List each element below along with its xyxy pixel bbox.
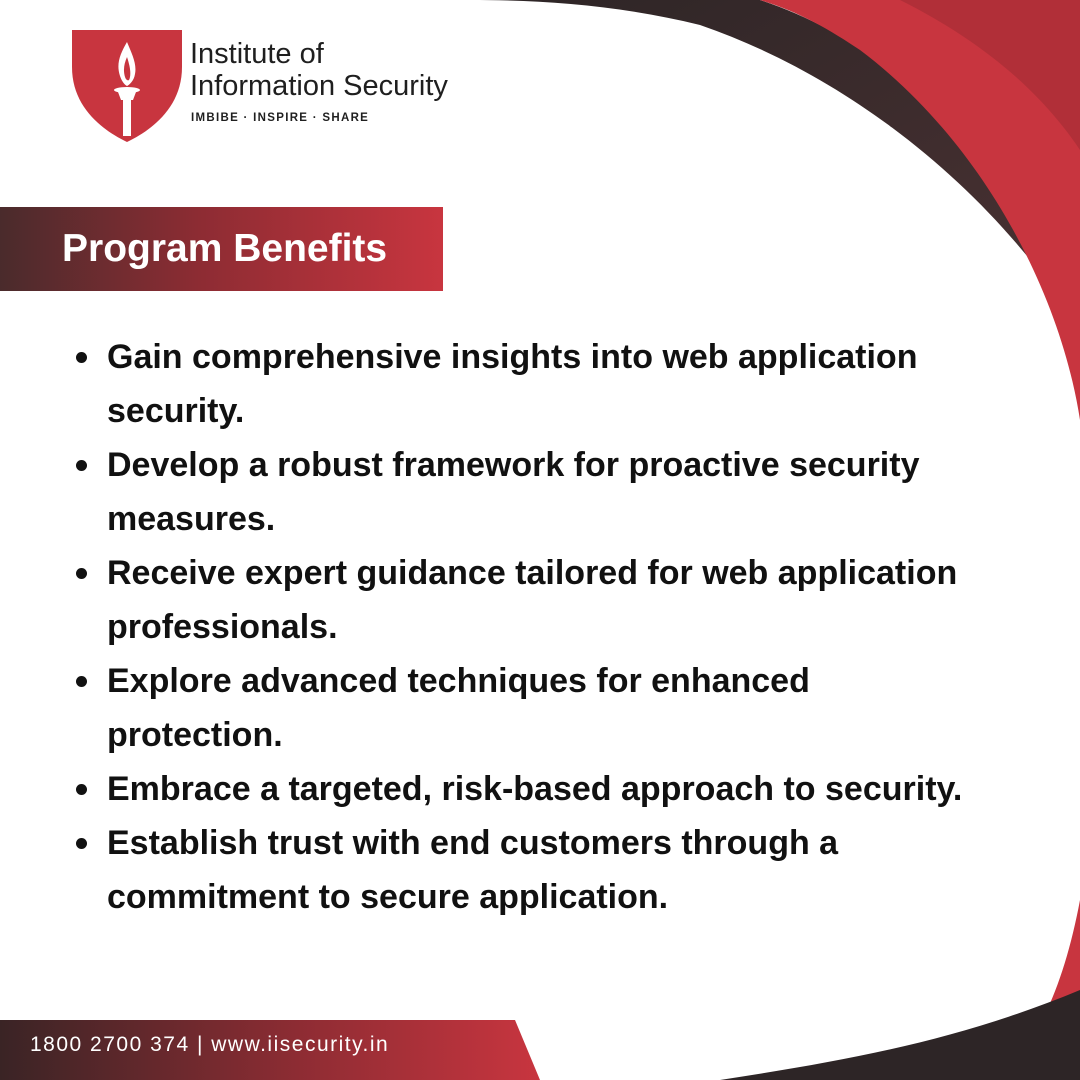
benefit-line: Develop a robust framework for proactive security: [107, 446, 920, 484]
brand-name-line2: Information Security: [190, 70, 448, 102]
torch-shield-icon: [72, 22, 182, 142]
brand-logo: [72, 22, 512, 147]
benefit-line: Gain comprehensive insights into web application: [107, 338, 918, 376]
benefit-item: [70, 654, 1060, 762]
benefit-item: [70, 330, 1060, 438]
bullet-icon: [76, 352, 87, 363]
brand-tagline: IMBIBE · INSPIRE · SHARE: [191, 112, 370, 124]
page-title: Program Benefits: [62, 227, 388, 270]
benefit-line: protection.: [107, 716, 283, 754]
title-banner: [0, 207, 443, 291]
benefit-item: [70, 762, 1060, 816]
benefit-line: measures.: [107, 500, 276, 538]
benefit-line: commitment to secure application.: [107, 878, 669, 916]
bullet-icon: [76, 676, 87, 687]
benefit-line: professionals.: [107, 608, 338, 646]
benefit-line: Establish trust with end customers through a: [107, 824, 839, 862]
benefit-line: Explore advanced techniques for enhanced: [107, 662, 810, 700]
benefit-line: Receive expert guidance tailored for web application: [107, 554, 958, 592]
benefit-item: [70, 546, 1060, 654]
bullet-icon: [76, 784, 87, 795]
benefit-line: security.: [107, 392, 245, 430]
bottom-right-dark-swoosh: [720, 990, 1080, 1080]
brand-name-line1: Institute of: [190, 38, 324, 70]
bullet-icon: [76, 460, 87, 471]
footer-contact: 1800 2700 374 | www.iisecurity.in: [30, 1033, 390, 1056]
benefit-item: [70, 438, 1060, 546]
bullet-icon: [76, 568, 87, 579]
benefit-line: Embrace a targeted, risk-based approach to security.: [107, 770, 963, 808]
benefit-item: [70, 816, 1060, 924]
benefits-list: [70, 330, 1060, 924]
bullet-icon: [76, 838, 87, 849]
